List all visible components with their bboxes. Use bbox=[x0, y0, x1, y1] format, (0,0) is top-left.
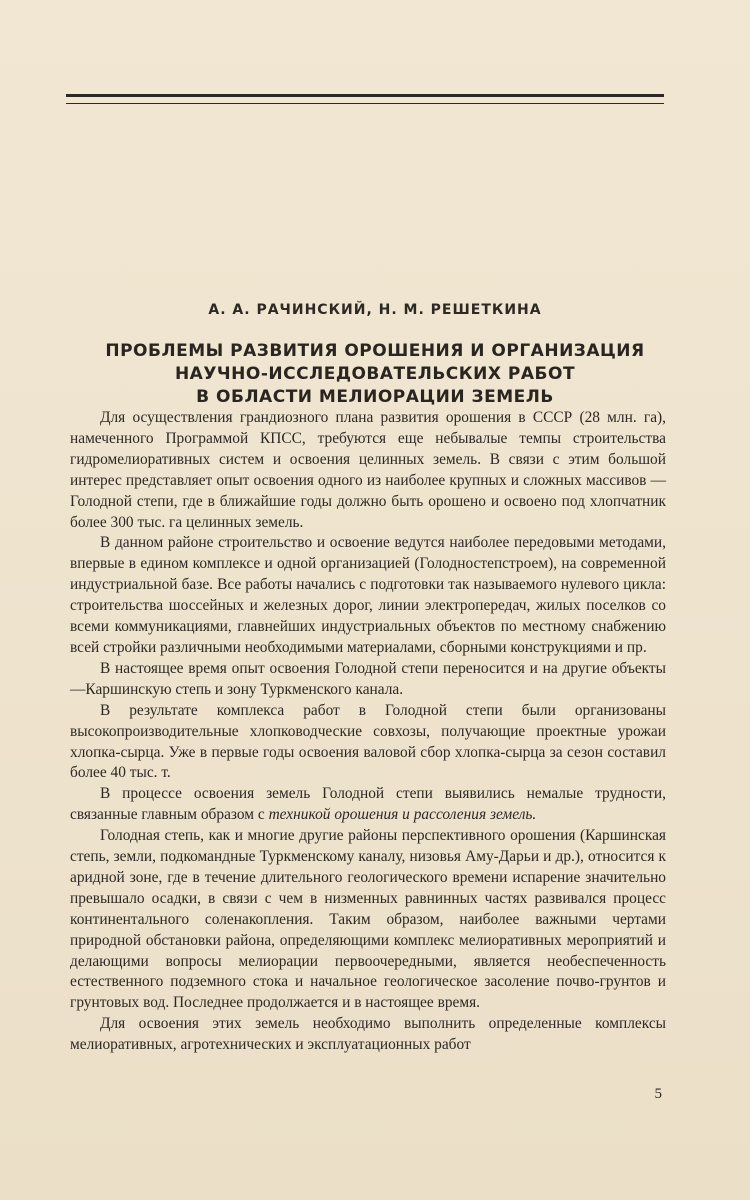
article-authors: А. А. РАЧИНСКИЙ, Н. М. РЕШЕТКИНА bbox=[208, 302, 542, 318]
paragraph-6: Голодная степь, как и многие другие районы перспективного орошения (Каршинская степь, земли, подкомандные Туркменскому каналу, низовья Аму-Дарьи и др.), относится к аридной зоне, где в течение длительного геологического времени испарение значительно превышало осадки, в связи с чем в низменных равнинных частях развивался процесс континентального соленакопления. Таким образом, наиболее важными чертами природной обстановки района, определяющими комплекс мелиоративных мероприятий и делающими вопросы мелиорации первоочередными, является необеспеченность естественного подземного стока и начальное геологическое засоление почво-грунтов и грунтовых вод. Последнее продолжается и в настоящее время. bbox=[70, 827, 666, 1012]
paragraph-5-text: В процессе освоения земель Голодной степи выявились немалые трудности, связанные главным образом с bbox=[70, 785, 666, 824]
title-line-2: НАУЧНО-ИССЛЕДОВАТЕЛЬСКИХ РАБОТ bbox=[174, 364, 576, 384]
paragraph-3: В настоящее время опыт освоения Голодной степи переносится и на другие объекты—Каршинскую степь и зону Туркменского канала. bbox=[70, 659, 666, 698]
title-line-1: ПРОБЛЕМЫ РАЗВИТИЯ ОРОШЕНИЯ И ОРГАНИЗАЦИЯ bbox=[105, 341, 645, 361]
page-number: 5 bbox=[654, 1086, 662, 1102]
paragraph-1: Для осуществления грандиозного плана развития орошения в СССР (28 млн. га), намеченного Программой КПСС, требуются еще небывалые темпы строительства гидромелиоративных систем и освоения целинных земель. В связи с этим большой интерес представляет опыт освоения одного из наиболее крупных и сложных массивов — Голодной степи, где в ближайшие годы должно быть орошено и освоено под хлопчатник более 300 тыс. га целинных земель. bbox=[70, 409, 666, 531]
paragraph-5-emphasis: техникой орошения и рассоления земель. bbox=[268, 806, 537, 824]
paragraph-4: В результате комплекса работ в Голодной степи были организованы высокопроизводительные хлопководческие совхозы, получающие проектные урожаи хлопка-сырца. Уже в первые годы освоения валовой сбор хлопка-сырца за сезон составил более 40 тыс. т. bbox=[70, 701, 666, 782]
article-title bbox=[70, 340, 680, 409]
paragraph-5 bbox=[70, 784, 666, 826]
paragraph-7: Для освоения этих земель необходимо выполнить определенные комплексы мелиоративных, агротехнических и эксплуатационных работ bbox=[70, 1015, 666, 1054]
paragraph-2: В данном районе строительство и освоение ведутся наиболее передовыми методами, впервые в едином комплексе и одной организацией (Голодностепстроем), на современной индустриальной базе. Все работы начались с подготовки так называемого нулевого цикла: строительства шоссейных и железных дорог, линии электропередач, жилых поселков со всеми коммуникациями, главнейших индустриальных объектов по местному снабжению всей стройки различными необходимыми материалами, сборными конструкциями и пр. bbox=[70, 534, 666, 656]
header-double-rule bbox=[66, 94, 664, 104]
article-body bbox=[70, 408, 666, 1056]
title-line-3: В ОБЛАСТИ МЕЛИОРАЦИИ ЗЕМЕЛЬ bbox=[196, 387, 554, 407]
